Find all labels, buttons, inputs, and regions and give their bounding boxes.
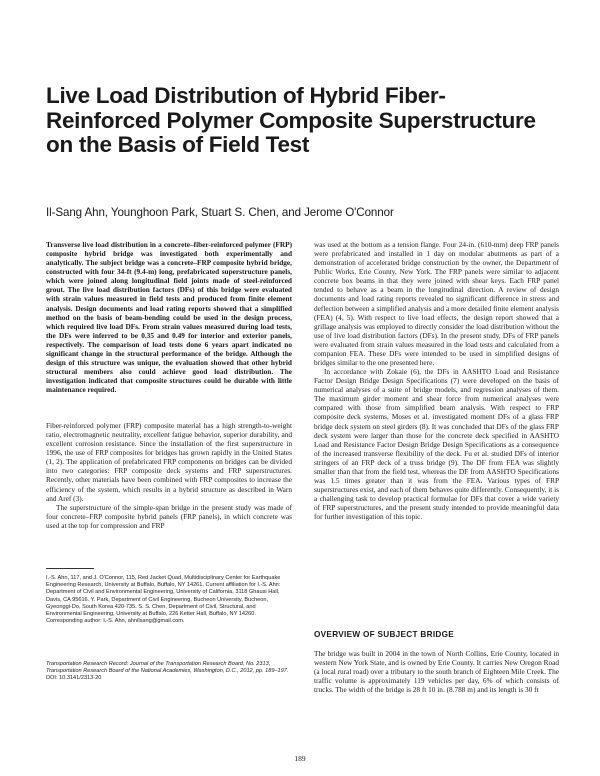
author-affiliations: I.-S. Ahn, 117, and J. O'Connor, 115, Red Jacket Quad, Multidisciplinary Center for Earthquake Engineering Research, University at Buffalo, Buffalo, NY 14261. Current affiliation for I.-S. Ahn: Department of Civil and Environmental Engineering, University of California, 3118 Ghausi Hall, Davis, CA 95616. Y. Park, Department of Civil Engineering, Bucheon University, Bucheon, Gyeonggi-Do, South Korea 420-735. S. S. Chen, Department of Civil, Structural, and Environmental Engineering, University at Buffalo, 226 Ketter Hall, Buffalo, NY 14260. Corresponding author: I.-S. Ahn, ahnilsang@gmail.com. [46,575,281,625]
right-column-text [314,240,559,521]
section-heading: OVERVIEW OF SUBJECT BRIDGE [314,630,455,639]
right-paragraph-1: was used at the bottom as a tension flange. Four 24-in. (610-mm) deep FRP panels were prefabricated and installed in 1 day on modular abutments as part of a demonstration of accelerated bridge construction by the owner, the Department of Public Works, Erie County, New York. The FRP panels were similar to adjacent concrete box beams in that they were joined with shear keys. Each FRP panel tended to behave as a beam in the longitudinal direction. A review of design documents and load rating reports revealed no significant difference in stress and deflection between a simplified analysis and a more detailed finite element analysis (FEA) (4, 5). With respect to live load effects, the design report showed that a grillage analysis was employed to directly consider the load distribution without the use of live load distribution factors (DFs). In the present study, DFs of FRP panels were evaluated from strain values measured in the load tests and calculated from a companion FEA. These DFs were intended to be used in simplified designs of bridges similar to the one presented here. [314,240,560,368]
introduction [46,421,292,530]
article-title: Live Load Distribution of Hybrid Fiber-Reinforced Polymer Composite Superstructure on the Basis of Field Test [46,83,536,158]
journal-citation [46,661,292,683]
abstract-text: Transverse live load distribution in a concrete–fiber-reinforced polymer (FRP) composite hybrid bridge was investigated both experimentally and analytically. The subject bridge was a concrete–FRP composite hybrid bridge, constructed with four 34-ft (9.4-m) long, prefabricated superstructure panels, which were joined along longitudinal field joints made of steel-reinforced grout. The live load distribution factors (DFs) of this bridge were evaluated with strain values measured in field tests and produced from finite element analysis. Design documents and load rating reports showed that a simplified method on the basis of beam-bending could be used in the design process, which required live load DFs. From strain values measured during load tests, the DFs were inferred to be 0.35 and 0.49 for interior and exterior panels, respectively. The comparison of load tests done 6 years apart indicated no significant change in the structural performance of the bridge. Although the design of this structure was unique, the evaluation showed that other hybrid structural members also could achieve good load distribution. The investigation indicated that composite structures could be durable with little maintenance required. [46,240,292,395]
page-number: 189 [294,754,306,763]
journal-reference: Transportation Research Record: Journal of the Transportation Research Board, No. 2313, Transportation Research Board of the National Academies, Washington, D.C., 2012, pp. 189–197. [46,661,289,675]
author-list: Il-Sang Ahn, Younghoon Park, Stuart S. Chen, and Jerome O'Connor [46,206,394,219]
doi: DOI: 10.3141/2313-20 [46,675,102,682]
intro-paragraph-1: Fiber-reinforced polymer (FRP) composite material has a high strength-to-weight ratio, electromagnetic neutrality, excellent fatigue behavior, superior durability, and excellent corrosion resistance. Since the installation of the first superstructure in 1996, the use of FRP composites for bridges has grown rapidly in the United States (1, 2). The application of prefabricated FRP components on bridges can be divided into two categories: FRP composite deck systems and FRP superstructures. Recently, other materials have been combined with FRP composites to increase the efficiency of the system, which results in a hybrid structure as described in Warn and Aref (3). [46,421,292,503]
intro-paragraph-2: The superstructure of the simple-span bridge in the present study was made of four concrete–FRP composite hybrid panels (FRP panels), in which concrete was used at the top for compression and FRP [46,502,292,530]
abstract [46,240,292,394]
footnote-rule [46,568,94,569]
right-paragraph-2: In accordance with Zokaie (6), the DFs in AASHTO Load and Resistance Factor Design Bridge Design Specifications (7) were developed on the basis of numerical analyses of a suite of bridge models, and regression analyses of them. The maximum girder moment and shear force from numerical analyses were compared with those from simplified beam analysis. With respect to FRP composite deck systems, Moses et al. investigated moment DFs of a glass FRP bridge deck system on steel girders (8). It was concluded that DFs of the glass FRP deck system were larger than those for the concrete deck specified in AASHTO Load and Resistance Factor Design Bridge Design Specifications as a consequence of the increased transverse flexibility of the deck. Fu et al. studied DFs of interior stringers of an FRP deck of a truss bridge (9). The DF from FEA was slightly smaller than that from the field test, whereas the DF from AASHTO Specifications was 1.5 times greater than it was from the FEA. Various types of FRP superstructures exist, and each of them behaves quite differently. Consequently, it is a challenging task to develop practical formulae for DFs that cover a wide variety of FRP superstructures, and the present study intended to provide meaningful data for further investigation of this topic. [314,367,559,522]
overview-paragraph-1: The bridge was built in 2004 in the town of North Collins, Erie County, located in western New York State, and is owned by Erie County. It carries New Oregon Road (a local rural road) over a tributary to the south branch of Eighteen Mile Creek. The traffic volume is approximately 119 vehicles per day, 6% of which consists of trucks. The width of the bridge is 28 ft 10 in. (8.788 m) and its length is 30 ft [314,649,559,695]
overview-section [314,649,559,694]
